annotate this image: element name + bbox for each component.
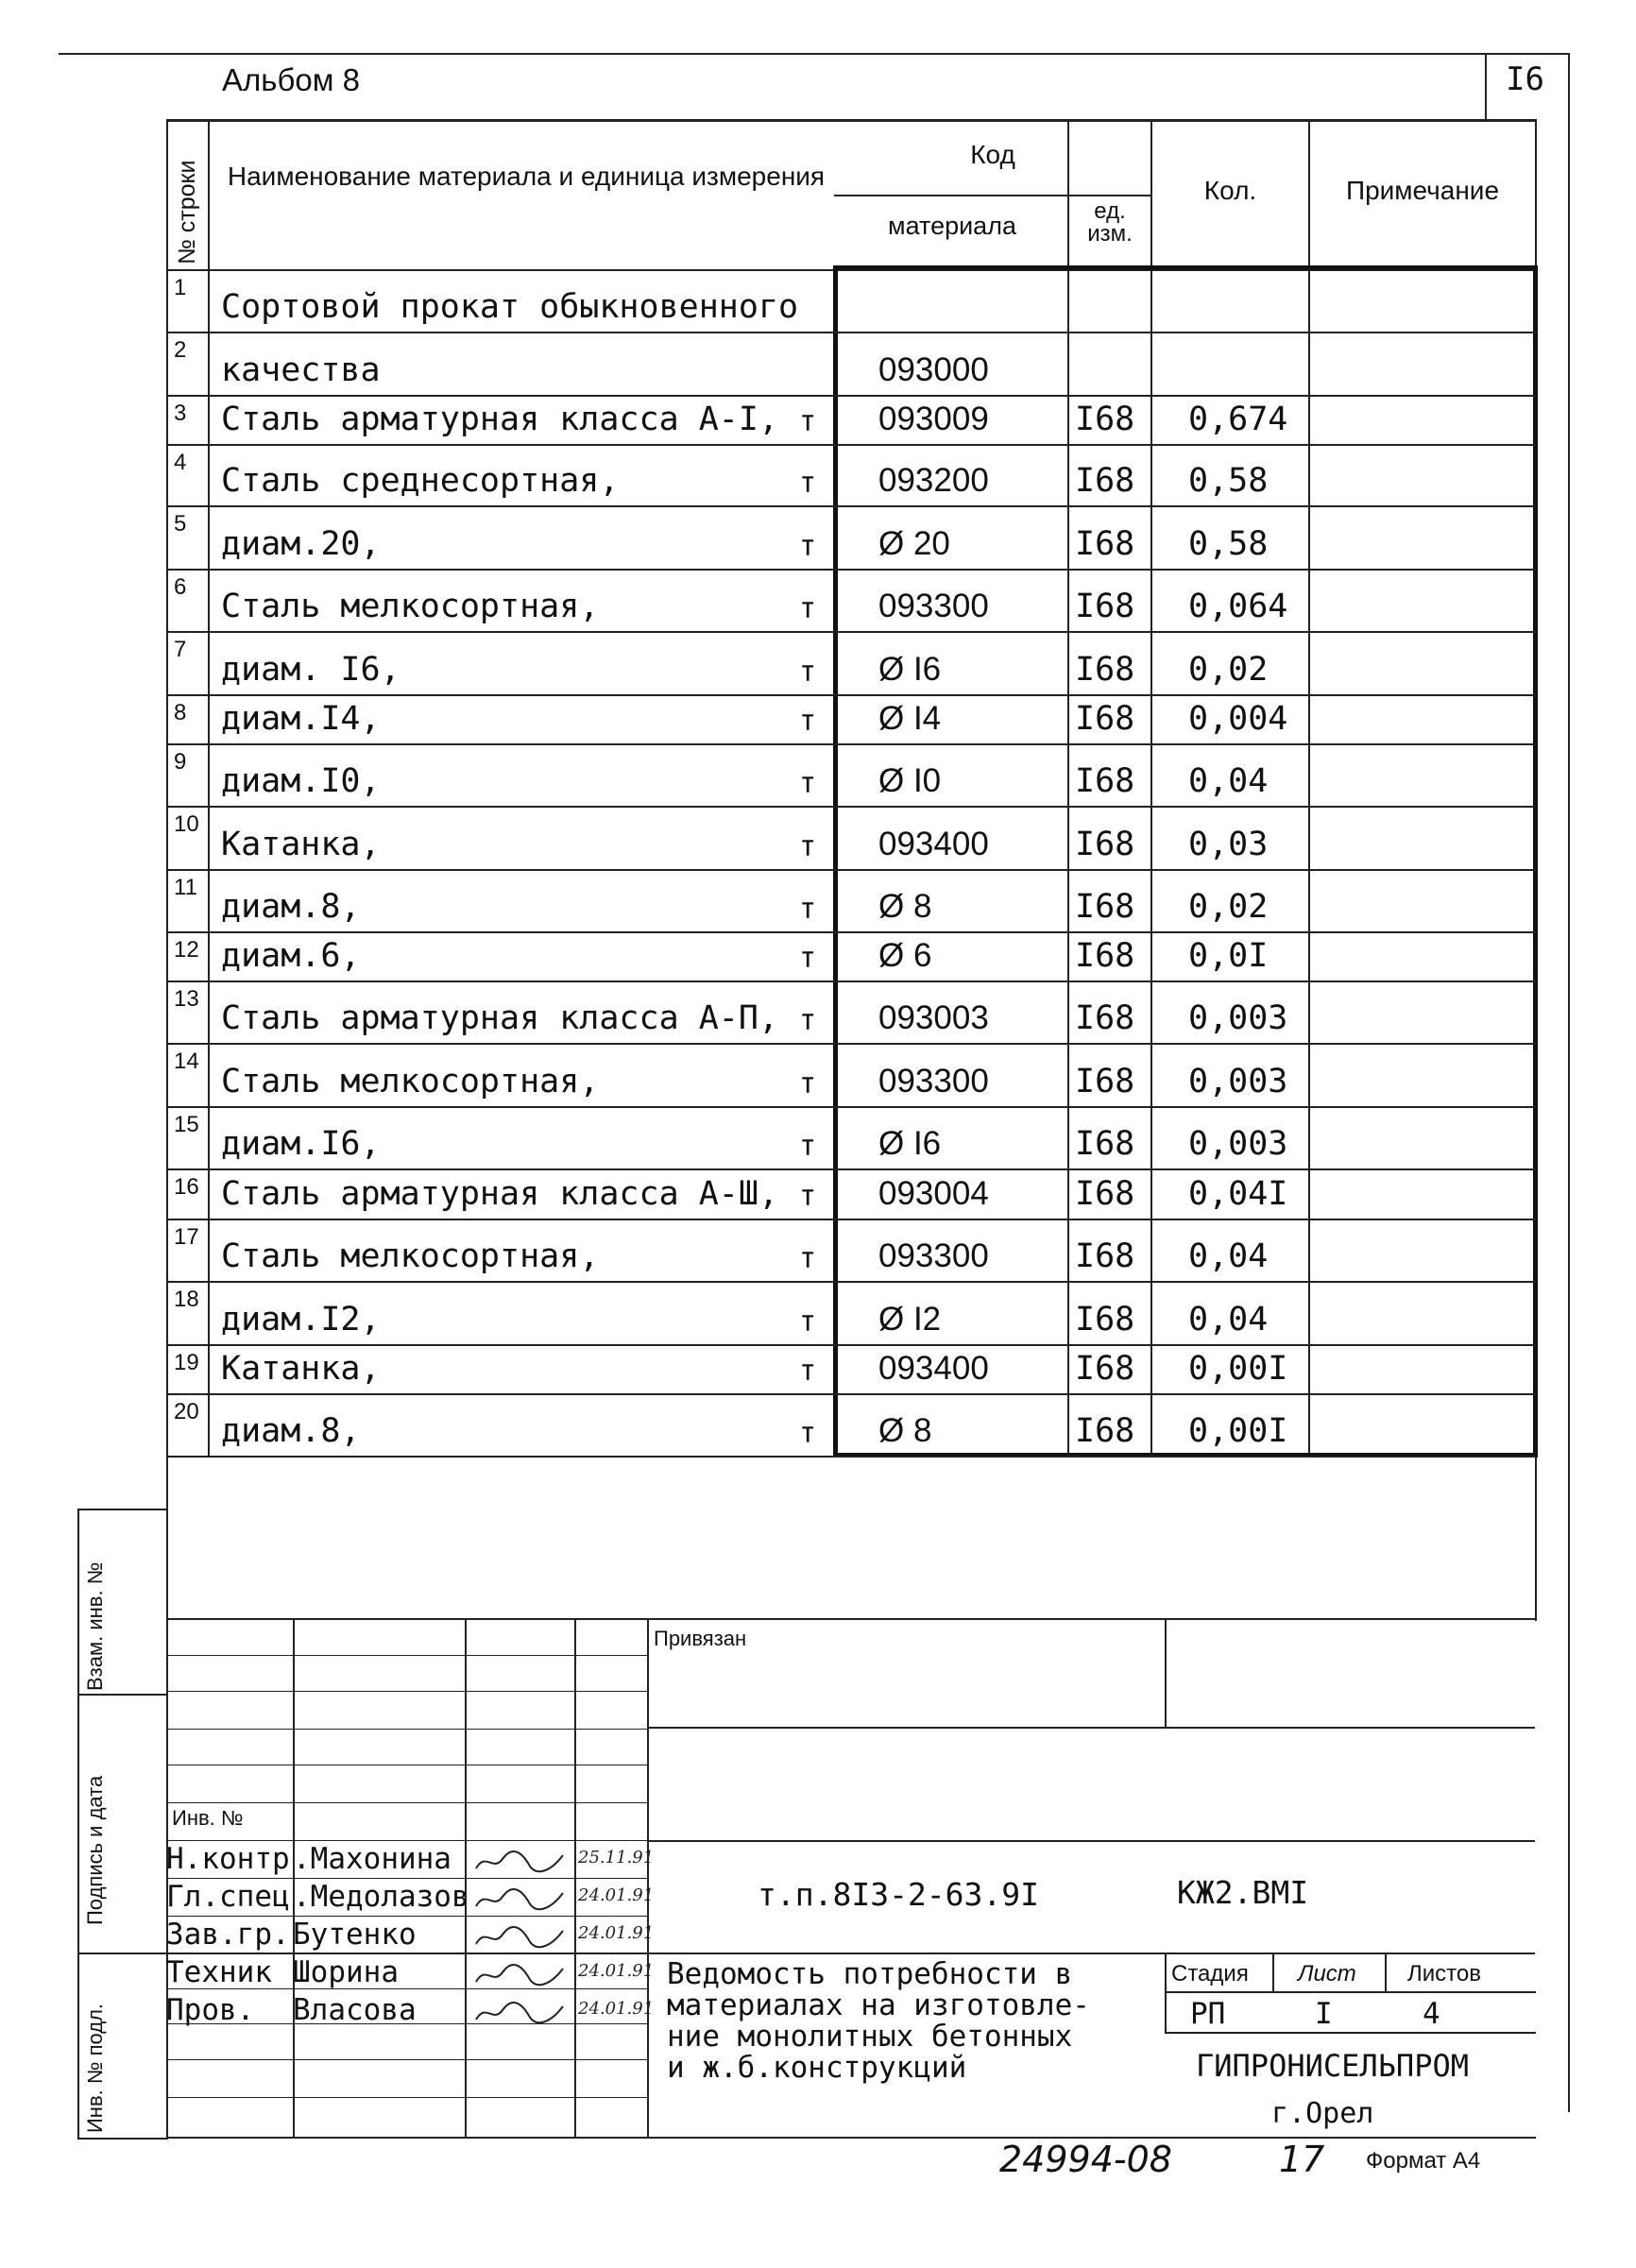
material-name: Сталь мелкосортная, xyxy=(221,588,600,625)
quantity: 0,04 xyxy=(1188,1237,1269,1275)
unit-code: I68 xyxy=(1075,401,1135,438)
footer-number: 24994-08 xyxy=(999,2139,1172,2180)
material-name: диам.I4, xyxy=(221,700,381,738)
sheets-value: 4 xyxy=(1423,1997,1440,2031)
column-header-note: Примечание xyxy=(1345,176,1500,205)
row-number: 2 xyxy=(174,337,187,363)
material-name: диам.I6, xyxy=(221,1125,381,1163)
row-number: 16 xyxy=(174,1174,199,1200)
album-label: Альбом 8 xyxy=(222,62,360,97)
unit-symbol: т xyxy=(799,1067,817,1100)
document-mark: КЖ2.ВМI xyxy=(1177,1874,1309,1911)
quantity: 0,04 xyxy=(1188,762,1269,800)
material-name: диам.20, xyxy=(221,525,381,563)
unit-symbol: т xyxy=(799,1004,817,1037)
side-label-podpis: Подпись и дата xyxy=(83,1775,107,1925)
table-row xyxy=(0,806,1606,869)
signature-mark xyxy=(472,2001,567,2021)
material-name: диам.6, xyxy=(221,937,361,975)
unit-code: I68 xyxy=(1075,1237,1135,1275)
column-header-rownum: № строки xyxy=(174,160,200,264)
quantity: 0,003 xyxy=(1188,1063,1288,1100)
material-name: Сталь мелкосортная, xyxy=(221,1063,600,1100)
unit-code: I68 xyxy=(1075,1063,1135,1100)
document-title-line-2: материалах на изготовле- xyxy=(667,1988,1090,2022)
sheets-label: Листов xyxy=(1407,1961,1481,1987)
sheet-number: I6 xyxy=(1506,60,1544,98)
row-number: 20 xyxy=(174,1399,199,1424)
material-name: диам.8, xyxy=(221,888,361,926)
quantity: 0,04I xyxy=(1188,1175,1288,1213)
footer-format: Формат А4 xyxy=(1366,2148,1481,2174)
unit-code: I68 xyxy=(1075,762,1135,800)
sheet-label: Лист xyxy=(1298,1961,1356,1987)
material-name: Сталь арматурная класса А-Ш, xyxy=(221,1175,779,1213)
row-number: 7 xyxy=(174,637,187,662)
row-number: 3 xyxy=(174,401,187,426)
row-number: 9 xyxy=(174,749,187,775)
row-number: 5 xyxy=(174,511,187,537)
column-header-code: Код xyxy=(970,140,1015,169)
material-code: Ø 6 xyxy=(878,937,932,974)
unit-symbol: т xyxy=(799,705,817,738)
material-code: Ø I4 xyxy=(878,700,942,737)
unit-code: I68 xyxy=(1075,1301,1135,1339)
row-number: 4 xyxy=(174,450,187,475)
material-code: Ø I6 xyxy=(878,1125,942,1162)
material-code: 093300 xyxy=(878,588,989,624)
sign-date: 24.01.91 xyxy=(578,1923,655,1943)
material-name: качества xyxy=(221,351,381,389)
signer-name: Шорина xyxy=(293,1955,399,1989)
signer-name: .Махонина xyxy=(293,1842,452,1876)
sign-date: 24.01.91 xyxy=(578,1999,655,2019)
material-name: Катанка, xyxy=(221,1350,381,1388)
table-row xyxy=(0,1106,1606,1168)
row-number: 10 xyxy=(174,811,199,837)
unit-symbol: т xyxy=(799,1355,817,1388)
material-name: диам. I6, xyxy=(221,651,400,689)
table-row xyxy=(0,631,1606,694)
table-row xyxy=(0,395,1606,444)
row-number: 13 xyxy=(174,986,199,1012)
unit-symbol: т xyxy=(799,1180,817,1213)
row-number: 15 xyxy=(174,1112,199,1137)
material-name: диам.I0, xyxy=(221,762,381,800)
organization-name: ГИПРОНИСЕЛЬПРОМ xyxy=(1196,2048,1469,2084)
signer-role: Гл.спец xyxy=(166,1880,290,1914)
table-row xyxy=(0,981,1606,1043)
row-number: 6 xyxy=(174,574,187,600)
unit-symbol: т xyxy=(799,767,817,800)
quantity: 0,58 xyxy=(1188,462,1269,500)
table-row xyxy=(0,931,1606,981)
signer-role: Техник xyxy=(166,1955,272,1989)
quantity: 0,064 xyxy=(1188,588,1288,625)
sign-date: 24.01.91 xyxy=(578,1885,655,1905)
material-code: Ø I6 xyxy=(878,651,942,688)
row-number: 8 xyxy=(174,700,187,725)
unit-symbol: т xyxy=(799,1305,817,1339)
sign-date: 24.01.91 xyxy=(578,1961,655,1981)
unit-symbol: т xyxy=(799,467,817,500)
row-number: 11 xyxy=(174,875,197,900)
unit-symbol: т xyxy=(799,592,817,625)
signer-name: Бутенко xyxy=(293,1918,417,1952)
stage-label: Стадия xyxy=(1171,1961,1249,1987)
table-row xyxy=(0,1219,1606,1281)
material-name: Сталь арматурная класса А-I, xyxy=(221,401,779,438)
unit-symbol: т xyxy=(799,656,817,689)
unit-code: I68 xyxy=(1075,651,1135,689)
material-name: диам.8, xyxy=(221,1412,361,1450)
unit-symbol: т xyxy=(799,1130,817,1163)
column-header-unit: ед. изм. xyxy=(1087,198,1133,247)
unit-symbol: т xyxy=(799,1417,817,1450)
unit-symbol: т xyxy=(799,530,817,563)
material-code: 093200 xyxy=(878,462,989,499)
signature-mark xyxy=(472,1850,567,1870)
material-code: Ø 20 xyxy=(878,525,950,562)
unit-symbol: т xyxy=(799,830,817,863)
quantity: 0,003 xyxy=(1188,1125,1288,1163)
quantity: 0,04 xyxy=(1188,1301,1269,1339)
unit-symbol: т xyxy=(799,1242,817,1275)
signature-mark xyxy=(472,1887,567,1908)
signer-role: Зав.гр. xyxy=(166,1918,290,1952)
material-code: 093300 xyxy=(878,1237,989,1274)
row-number: 19 xyxy=(174,1350,199,1375)
unit-code: I68 xyxy=(1075,937,1135,975)
quantity: 0,00I xyxy=(1188,1412,1288,1450)
table-row xyxy=(0,1344,1606,1393)
unit-code: I68 xyxy=(1075,588,1135,625)
material-code: 093003 xyxy=(878,999,989,1036)
signature-mark xyxy=(472,1925,567,1946)
table-row xyxy=(0,332,1606,395)
signer-name: Власова xyxy=(293,1993,417,2027)
unit-code: I68 xyxy=(1075,1350,1135,1388)
material-name: диам.I2, xyxy=(221,1301,381,1339)
row-number: 1 xyxy=(174,275,187,300)
table-row xyxy=(0,1043,1606,1106)
document-title-line-1: Ведомость потребности в xyxy=(667,1957,1073,1991)
quantity: 0,58 xyxy=(1188,525,1269,563)
material-name: Сталь мелкосортная, xyxy=(221,1237,600,1275)
material-name: Катанка, xyxy=(221,826,381,863)
material-code: Ø 8 xyxy=(878,888,932,925)
material-code: 093000 xyxy=(878,351,989,388)
quantity: 0,003 xyxy=(1188,999,1288,1037)
document-title-line-4: и ж.б.конструкций xyxy=(667,2051,967,2085)
quantity: 0,674 xyxy=(1188,401,1288,438)
material-code: Ø 8 xyxy=(878,1412,932,1449)
unit-code: I68 xyxy=(1075,999,1135,1037)
document-title-line-3: ние монолитных бетонных xyxy=(667,2020,1073,2054)
unit-symbol: т xyxy=(799,405,817,438)
table-row xyxy=(0,569,1606,631)
material-code: 093400 xyxy=(878,1350,989,1387)
sign-date: 25.11.91 xyxy=(578,1848,655,1867)
unit-symbol: т xyxy=(799,942,817,975)
table-row xyxy=(0,1393,1606,1456)
quantity: 0,02 xyxy=(1188,888,1269,926)
side-label-inv: Инв. № подл. xyxy=(83,2003,107,2133)
privyazan-label: Привязан xyxy=(654,1627,747,1650)
side-label-vzam: Взам. инв. № xyxy=(83,1561,107,1691)
table-row xyxy=(0,1281,1606,1344)
quantity: 0,00I xyxy=(1188,1350,1288,1388)
signer-role: Пров. xyxy=(166,1993,255,2027)
footer-page: 17 xyxy=(1279,2139,1325,2180)
material-code: Ø I0 xyxy=(878,762,942,799)
row-number: 12 xyxy=(174,937,199,963)
row-number: 14 xyxy=(174,1049,199,1074)
sheet-value: I xyxy=(1315,1997,1333,2031)
table-row xyxy=(0,869,1606,931)
quantity: 0,03 xyxy=(1188,826,1269,863)
material-code: 093009 xyxy=(878,401,989,437)
table-row xyxy=(0,505,1606,569)
material-name: Сортовой прокат обыкновенного xyxy=(221,288,799,326)
column-header-qty: Кол. xyxy=(1203,176,1257,205)
quantity: 0,02 xyxy=(1188,651,1269,689)
material-code: Ø I2 xyxy=(878,1301,942,1338)
unit-code: I68 xyxy=(1075,1412,1135,1450)
column-header-name: Наименование материала и единица измерения xyxy=(227,162,826,191)
unit-code: I68 xyxy=(1075,700,1135,738)
row-divider xyxy=(166,1456,1536,1458)
document-code: т.п.8I3-2-63.9I xyxy=(758,1876,1040,1913)
column-header-material: материала xyxy=(888,212,1016,240)
table-row xyxy=(0,694,1606,743)
quantity: 0,0I xyxy=(1188,937,1269,975)
unit-code: I68 xyxy=(1075,888,1135,926)
organization-city: г.Орел xyxy=(1271,2097,1374,2130)
table-row xyxy=(0,743,1606,806)
signer-name: .Медолазов xyxy=(293,1880,469,1914)
quantity: 0,004 xyxy=(1188,700,1288,738)
unit-code: I68 xyxy=(1075,1175,1135,1213)
material-name: Сталь арматурная класса А-П, xyxy=(221,999,779,1037)
signature-mark xyxy=(472,1963,567,1984)
row-number: 17 xyxy=(174,1224,199,1250)
signer-role: Н.контр xyxy=(166,1842,290,1876)
inv-no-label: Инв. № xyxy=(172,1806,244,1830)
material-code: 093004 xyxy=(878,1175,989,1212)
unit-code: I68 xyxy=(1075,525,1135,563)
unit-code: I68 xyxy=(1075,462,1135,500)
table-row xyxy=(0,269,1606,332)
table-row xyxy=(0,1168,1606,1219)
material-code: 093400 xyxy=(878,826,989,862)
material-name: Сталь среднесортная, xyxy=(221,462,620,500)
material-code: 093300 xyxy=(878,1063,989,1100)
unit-code: I68 xyxy=(1075,826,1135,863)
table-row xyxy=(0,444,1606,505)
unit-code: I68 xyxy=(1075,1125,1135,1163)
unit-symbol: т xyxy=(799,893,817,926)
row-number: 18 xyxy=(174,1287,199,1312)
stage-value: РП xyxy=(1190,1997,1226,2031)
